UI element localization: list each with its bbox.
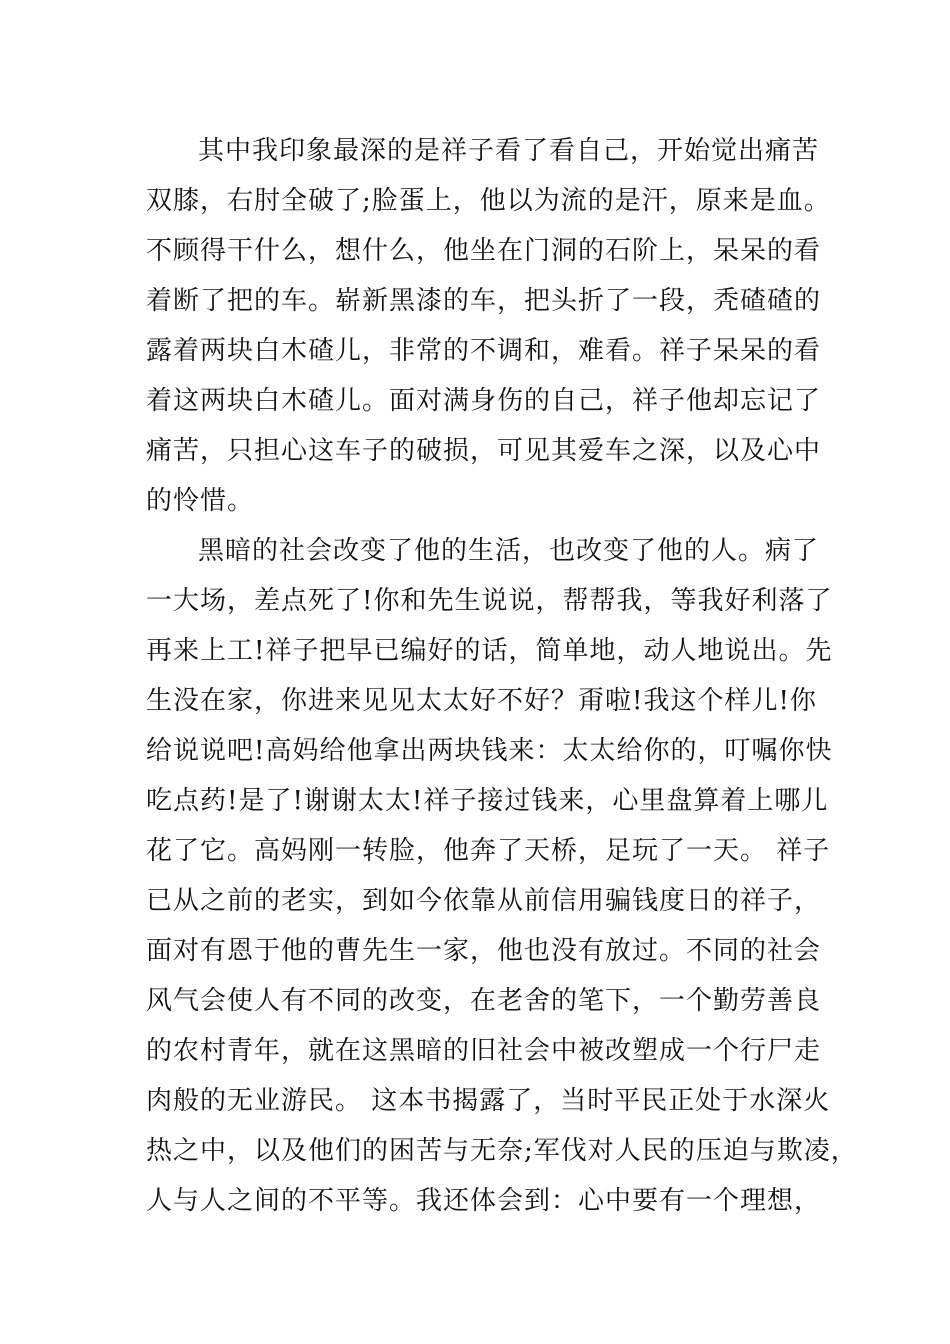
text-line: 黑暗的社会改变了他的生活，也改变了他的人。病了 (198, 536, 820, 566)
text-line: 双膝，右肘全破了;脸蛋上，他以为流的是汗，原来是血。 (146, 186, 831, 216)
text-line: 再来上工!祥子把早已编好的话，简单地，动人地说出。先 (146, 636, 833, 666)
text-line: 生没在家，你进来见见太太好不好？甭啦!我这个样儿!你 (146, 686, 817, 716)
text-line: 肉般的无业游民。 这本书揭露了，当时平民正处于水深火 (146, 1086, 831, 1116)
text-line: 的农村青年，就在这黑暗的旧社会中被改塑成一个行尸走 (146, 1036, 822, 1066)
text-line: 着断了把的车。崭新黑漆的车，把头折了一段，秃碴碴的 (146, 286, 822, 316)
text-line: 人与人之间的不平等。我还体会到：心中要有一个理想， (146, 1186, 822, 1216)
text-line: 其中我印象最深的是祥子看了看自己，开始觉出痛苦 (198, 136, 820, 166)
text-line: 热之中，以及他们的困苦与无奈;军伐对人民的压迫与欺凌， (146, 1136, 858, 1166)
text-line: 花了它。高妈刚一转脸，他奔了天桥，足玩了一天。 祥子 (146, 836, 831, 866)
text-line: 已从之前的老实，到如今依靠从前信用骗钱度日的祥子， (146, 886, 822, 916)
text-line: 不顾得干什么，想什么，他坐在门洞的石阶上，呆呆的看 (146, 236, 822, 266)
text-line: 吃点药!是了!谢谢太太!祥子接过钱来，心里盘算着上哪儿 (146, 786, 829, 816)
text-line: 着这两块白木碴儿。面对满身伤的自己，祥子他却忘记了 (146, 386, 822, 416)
text-line: 一大场，差点死了!你和先生说说，帮帮我，等我好利落了 (146, 586, 833, 616)
text-line: 痛苦，只担心这车子的破损，可见其爱车之深，以及心中 (146, 436, 822, 466)
text-line: 露着两块白木碴儿，非常的不调和，难看。祥子呆呆的看 (146, 336, 822, 366)
text-line: 的怜惜。 (146, 486, 255, 516)
text-line: 给说说吧!高妈给他拿出两块钱来：太太给你的，叮嘱你快 (146, 736, 833, 766)
text-line: 面对有恩于他的曹先生一家，他也没有放过。不同的社会 (146, 936, 822, 966)
text-line: 风气会使人有不同的改变，在老舍的笔下，一个勤劳善良 (146, 986, 822, 1016)
